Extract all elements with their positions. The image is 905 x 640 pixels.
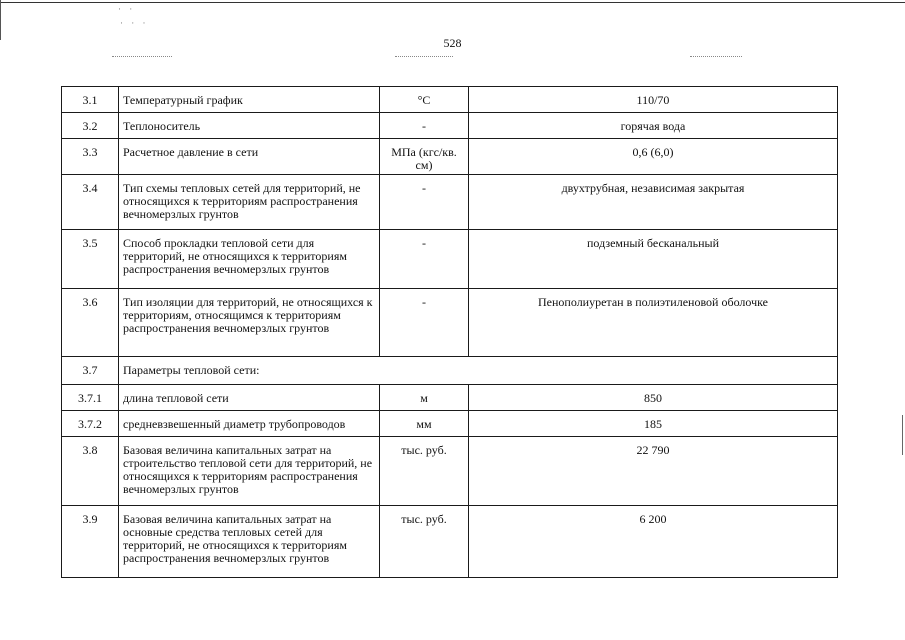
row-number-cell: 3.7 xyxy=(62,357,119,385)
parameter-name-cell: длина тепловой сети xyxy=(119,385,380,411)
row-number-cell: 3.2 xyxy=(62,113,119,139)
parameter-name-cell: Базовая величина капитальных затрат на строительство тепловой сети для территорий, не относящихся к территориям распространения вечномерзлых грунтов xyxy=(119,437,380,506)
unit-cell: °C xyxy=(380,87,469,113)
value-cell: 850 xyxy=(469,385,838,411)
value-cell: двухтрубная, независимая закрытая xyxy=(469,175,838,230)
value-cell: 110/70 xyxy=(469,87,838,113)
table-row xyxy=(62,437,838,506)
parameter-name-cell: средневзвешенный диаметр трубопроводов xyxy=(119,411,380,437)
scan-artifact xyxy=(902,415,903,455)
table-row xyxy=(62,357,838,385)
row-number-cell: 3.8 xyxy=(62,437,119,506)
table-row xyxy=(62,139,838,175)
parameter-name-cell: Теплоноситель xyxy=(119,113,380,139)
value-cell: подземный бесканальный xyxy=(469,230,838,289)
table-row xyxy=(62,506,838,578)
value-cell: 185 xyxy=(469,411,838,437)
value-cell: Пенополиуретан в полиэтиленовой оболочке xyxy=(469,289,838,357)
table-row xyxy=(62,230,838,289)
scan-artifact: · · · xyxy=(120,18,149,28)
table-row xyxy=(62,289,838,357)
row-number-cell: 3.9 xyxy=(62,506,119,578)
unit-cell: - xyxy=(380,289,469,357)
unit-cell: - xyxy=(380,230,469,289)
value-cell: 0,6 (6,0) xyxy=(469,139,838,175)
scan-artifact xyxy=(112,56,172,59)
table-row xyxy=(62,87,838,113)
parameter-name-cell: Температурный график xyxy=(119,87,380,113)
row-number-cell: 3.3 xyxy=(62,139,119,175)
unit-cell: - xyxy=(380,113,469,139)
unit-cell: мм xyxy=(380,411,469,437)
row-number-cell: 3.5 xyxy=(62,230,119,289)
table-row xyxy=(62,411,838,437)
unit-cell: тыс. руб. xyxy=(380,506,469,578)
table-row xyxy=(62,175,838,230)
page-number: 528 xyxy=(443,36,462,50)
row-number-cell: 3.6 xyxy=(62,289,119,357)
unit-cell: тыс. руб. xyxy=(380,437,469,506)
left-margin-line xyxy=(0,0,1,40)
row-number-cell: 3.4 xyxy=(62,175,119,230)
unit-cell: МПа (кгс/кв. см) xyxy=(380,139,469,175)
parameter-name-cell: Тип изоляции для территорий, не относящихся к территориям, относящимся к территориям распространения вечномерзлых грунтов xyxy=(119,289,380,357)
table-row xyxy=(62,113,838,139)
top-border-line xyxy=(0,2,905,3)
parameter-name-cell: Тип схемы тепловых сетей для территорий, не относящихся к территориям распространения вечномерзлых грунтов xyxy=(119,175,380,230)
scan-artifact: · · xyxy=(118,4,136,14)
value-cell: 22 790 xyxy=(469,437,838,506)
specification-table xyxy=(61,86,838,578)
parameter-name-cell: Расчетное давление в сети xyxy=(119,139,380,175)
value-cell: горячая вода xyxy=(469,113,838,139)
row-number-cell: 3.1 xyxy=(62,87,119,113)
table-row xyxy=(62,385,838,411)
parameter-name-cell: Параметры тепловой сети: xyxy=(119,357,838,385)
parameter-name-cell: Базовая величина капитальных затрат на основные средства тепловых сетей для территорий, не относящихся к территориям распространения вечномерзлых грунтов xyxy=(119,506,380,578)
row-number-cell: 3.7.1 xyxy=(62,385,119,411)
parameter-name-cell: Способ прокладки тепловой сети для территорий, не относящихся к территориям распространения вечномерзлых грунтов xyxy=(119,230,380,289)
scan-artifact xyxy=(690,56,742,59)
unit-cell: - xyxy=(380,175,469,230)
unit-cell: м xyxy=(380,385,469,411)
value-cell: 6 200 xyxy=(469,506,838,578)
row-number-cell: 3.7.2 xyxy=(62,411,119,437)
scan-artifact xyxy=(395,56,453,59)
